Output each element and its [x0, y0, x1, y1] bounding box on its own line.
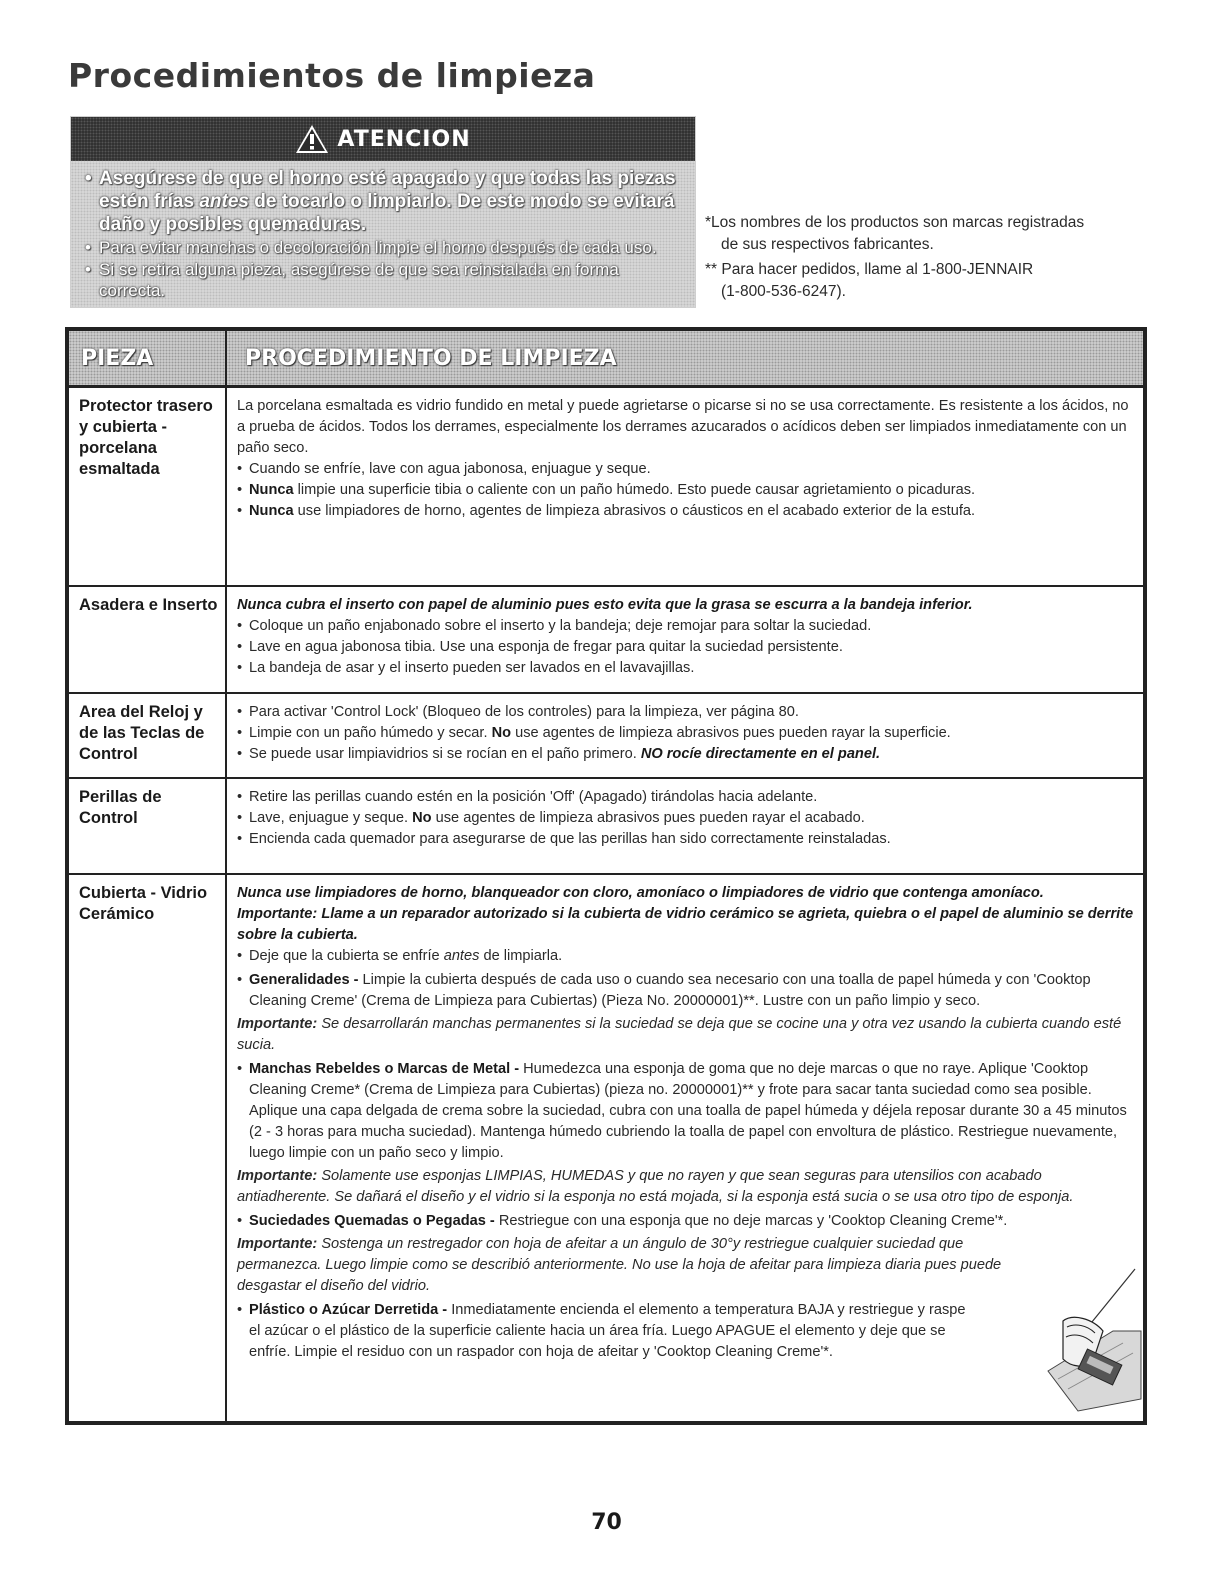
procedure-text: La porcelana esmaltada es vidrio fundido en metal y puede agrietarse o picarse si no se usa correctamente. Es resistente a los ácidos, no a prueba de ácidos. Todos los derrames, especialmente los derrames azucarados o acídicos deben ser limpiados inmediatamente con un paño seco.	[237, 398, 1129, 456]
table-row	[69, 694, 1143, 779]
cleaning-procedures-table	[65, 327, 1147, 1425]
procedure-bullet: • La bandeja de asar y el inserto pueden ser lavados en el lavavajillas.	[237, 658, 1135, 679]
bold-text: Nunca	[249, 503, 294, 519]
razor-scraper-icon	[963, 1261, 1143, 1421]
bold-text: No	[412, 810, 432, 826]
procedure-cell	[227, 587, 1143, 692]
table-row	[69, 779, 1143, 875]
important-label: Importante:	[237, 1016, 318, 1032]
warning-text: NO rocíe directamente en el panel.	[640, 746, 881, 762]
procedure-bullet: • Lave en agua jabonosa tibia. Use una esponja de fregar para quitar la suciedad persistente.	[237, 637, 1135, 658]
piece-name: Perillas de Control	[69, 779, 227, 873]
procedure-bullet	[237, 501, 1135, 522]
procedure-text: use agentes de limpieza abrasivos pues pueden rayar la superficie.	[511, 725, 951, 741]
procedure-bullet	[237, 808, 1135, 829]
procedure-warning: Importante: Llame a un reparador autorizado si la cubierta de vidrio cerámico se agrieta, quiebra o el papel de aluminio se derrite sobre la cubierta.	[237, 906, 1134, 943]
table-row	[69, 388, 1143, 587]
header-piece: PIEZA	[69, 331, 227, 385]
procedure-text: Lave, enjuague y seque.	[249, 810, 413, 826]
warning-text: Asegúrese de que el horno esté apagado y que todas las piezas estén frías	[99, 168, 676, 212]
procedure-cell	[227, 779, 1143, 873]
procedure-cell	[227, 694, 1143, 777]
important-note	[237, 1166, 1135, 1208]
procedure-warning: Nunca use limpiadores de horno, blanqueador con cloro, amoníaco o limpiadores de vidrio que contenga amoníaco.	[237, 885, 1044, 901]
warning-item: • Si se retira alguna pieza, asegúrese de que sea reinstalada en forma correcta.	[81, 259, 685, 301]
procedure-bullet	[237, 480, 1135, 501]
procedure-bullet	[237, 723, 1135, 744]
procedure-text: Inmediatamente encienda el elemento a temperatura BAJA y restriegue y raspe el azúcar o el plástico de la superficie caliente hacia un área fría. Luego APAGUE el elemento y deje que se enfríe. Limpie el residuo con un raspador con hoja de afeitar y 'Cooktop Cleaning Creme'*.	[249, 1302, 966, 1360]
procedure-bullet	[237, 946, 1135, 967]
warning-text: de tocarlo o limpiarlo. De este modo se evitará daño y posibles quemaduras.	[99, 191, 675, 235]
procedure-text: Deje que la cubierta se enfríe	[249, 948, 444, 964]
piece-name: Cubierta - Vidrio Cerámico	[69, 875, 227, 1421]
footnote	[705, 212, 1165, 256]
warning-triangle-icon	[295, 124, 329, 154]
procedure-cell	[227, 388, 1143, 585]
bold-text: Suciedades Quemadas o Pegadas -	[249, 1213, 495, 1229]
header-procedure: PROCEDIMIENTO DE LIMPIEZA	[245, 345, 617, 371]
procedure-cell	[227, 875, 1143, 1421]
important-text: Se desarrollarán manchas permanentes si la suciedad se deja que se cocine una y otra vez usando la cubierta cuando esté sucia.	[237, 1016, 1122, 1053]
footnote-text: (1-800-536-6247).	[721, 283, 846, 300]
footnote-text: ** Para hacer pedidos, llame al 1-800-JENNAIR	[705, 261, 1034, 278]
bold-text: Manchas Rebeldes o Marcas de Metal -	[249, 1061, 520, 1077]
table-row	[69, 587, 1143, 694]
procedure-bullet: • Coloque un paño enjabonado sobre el inserto y la bandeja; deje remojar para soltar la suciedad.	[237, 616, 1135, 637]
warning-list	[81, 167, 685, 302]
piece-name: Area del Reloj y de las Teclas de Control	[69, 694, 227, 777]
important-text: Sostenga un restregador con hoja de afeitar a un ángulo de 30°y restriegue cualquier suciedad que permanezca. Luego limpie como se describió anteriormente. No use la hoja de afeitar para limpieza diaria pues puede desgastar el diseño del vidrio.	[237, 1236, 1002, 1294]
procedure-text: Limpie la cubierta después de cada uso o cuando sea necesario con una toalla de papel húmeda y con 'Cooktop Cleaning Creme' (Crema de Limpieza para Cubiertas) (Pieza No. 20000001)**. Lustre con un paño limpio y seco.	[249, 972, 1091, 1009]
table-header	[69, 331, 1143, 388]
procedure-text: Limpie con un paño húmedo y secar.	[249, 725, 492, 741]
warning-header	[71, 117, 695, 161]
warning-item: • Para evitar manchas o decoloración limpie el horno después de cada uso.	[81, 237, 685, 258]
warning-box	[70, 116, 696, 308]
procedure-bullet	[237, 970, 1135, 1012]
procedure-bullet: • Para activar 'Control Lock' (Bloqueo de los controles) para la limpieza, ver página 80.	[237, 702, 1135, 723]
procedure-text: limpie una superficie tibia o caliente con un paño húmedo. Esto puede causar agrietamiento o picaduras.	[293, 482, 976, 498]
procedure-bullet: • Retire las perillas cuando estén en la posición 'Off' (Apagado) tirándolas hacia adelante.	[237, 787, 1135, 808]
procedure-bullet	[237, 1059, 1135, 1164]
important-note	[237, 1014, 1135, 1056]
procedure-bullet: • Cuando se enfríe, lave con agua jabonosa, enjuague y seque.	[237, 459, 1135, 480]
bold-text: No	[491, 725, 512, 741]
procedure-text: use limpiadores de horno, agentes de limpieza abrasivos o cáusticos en el acabado exterior de la estufa.	[293, 503, 976, 519]
warning-emphasis: antes	[199, 191, 249, 212]
warning-title: ATENCION	[337, 126, 471, 152]
procedure-text: Restriegue con una esponja que no deje marcas y 'Cooktop Cleaning Creme'*.	[494, 1213, 1008, 1229]
footnotes	[705, 212, 1165, 306]
procedure-warning: Nunca cubra el inserto con papel de aluminio pues esto evita que la grasa se escurra a la bandeja inferior.	[237, 597, 973, 613]
important-label: Importante:	[237, 1236, 318, 1252]
piece-name: Asadera e Inserto	[69, 587, 227, 692]
procedure-text: Se puede usar limpiavidrios si se rocían en el paño primero.	[249, 746, 641, 762]
procedure-text: use agentes de limpieza abrasivos pues pueden rayar el acabado.	[431, 810, 865, 826]
procedure-text: Humedezca una esponja de goma que no deje marcas o que no raye. Aplique 'Cooktop Cleaning Creme* (Crema de Limpieza para Cubiertas) (pieza no. 20000001)** y frote para sacar tanta suciedad como sea posible. Aplique una capa delgada de crema sobre la suciedad, cubra con una toalla de papel húmeda y déjela reposar durante 30 a 45 minutos (2 - 3 horas para mucha suciedad). Mantenga húmedo cubriendo la toalla de papel con envoltura de plástico. Restriegue nuevamente, luego limpie con un paño seco y limpio.	[249, 1061, 1127, 1161]
procedure-bullet	[237, 744, 1135, 765]
table-row	[69, 875, 1143, 1421]
page-number: 70	[591, 1510, 622, 1535]
page-title: Procedimientos de limpieza	[68, 56, 596, 95]
warning-item	[81, 167, 685, 236]
important-text: Solamente use esponjas LIMPIAS, HUMEDAS y que no rayen y que sean seguras para utensilios con acabado antiadherente. Se dañará el diseño y el vidrio si la esponja no está mojada, si la esponja está sucia o se usa otro tipo de esponja.	[237, 1168, 1074, 1205]
piece-name: Protector trasero y cubierta - porcelana esmaltada	[69, 388, 227, 585]
footnote	[705, 259, 1165, 303]
bold-text: Generalidades -	[249, 972, 359, 988]
procedure-bullet	[237, 1211, 1135, 1232]
emphasis-text: antes	[443, 948, 480, 964]
procedure-text: de limpiarla.	[479, 948, 563, 964]
bold-text: Plástico o Azúcar Derretida -	[249, 1302, 448, 1318]
bold-text: Nunca	[249, 482, 294, 498]
procedure-bullet: • Encienda cada quemador para asegurarse de que las perillas han sido correctamente reinstaladas.	[237, 829, 1135, 850]
footnote-text: de sus respectivos fabricantes.	[721, 236, 934, 253]
footnote-text: *Los nombres de los productos son marcas registradas	[705, 214, 1085, 231]
important-label: Importante:	[237, 1168, 318, 1184]
